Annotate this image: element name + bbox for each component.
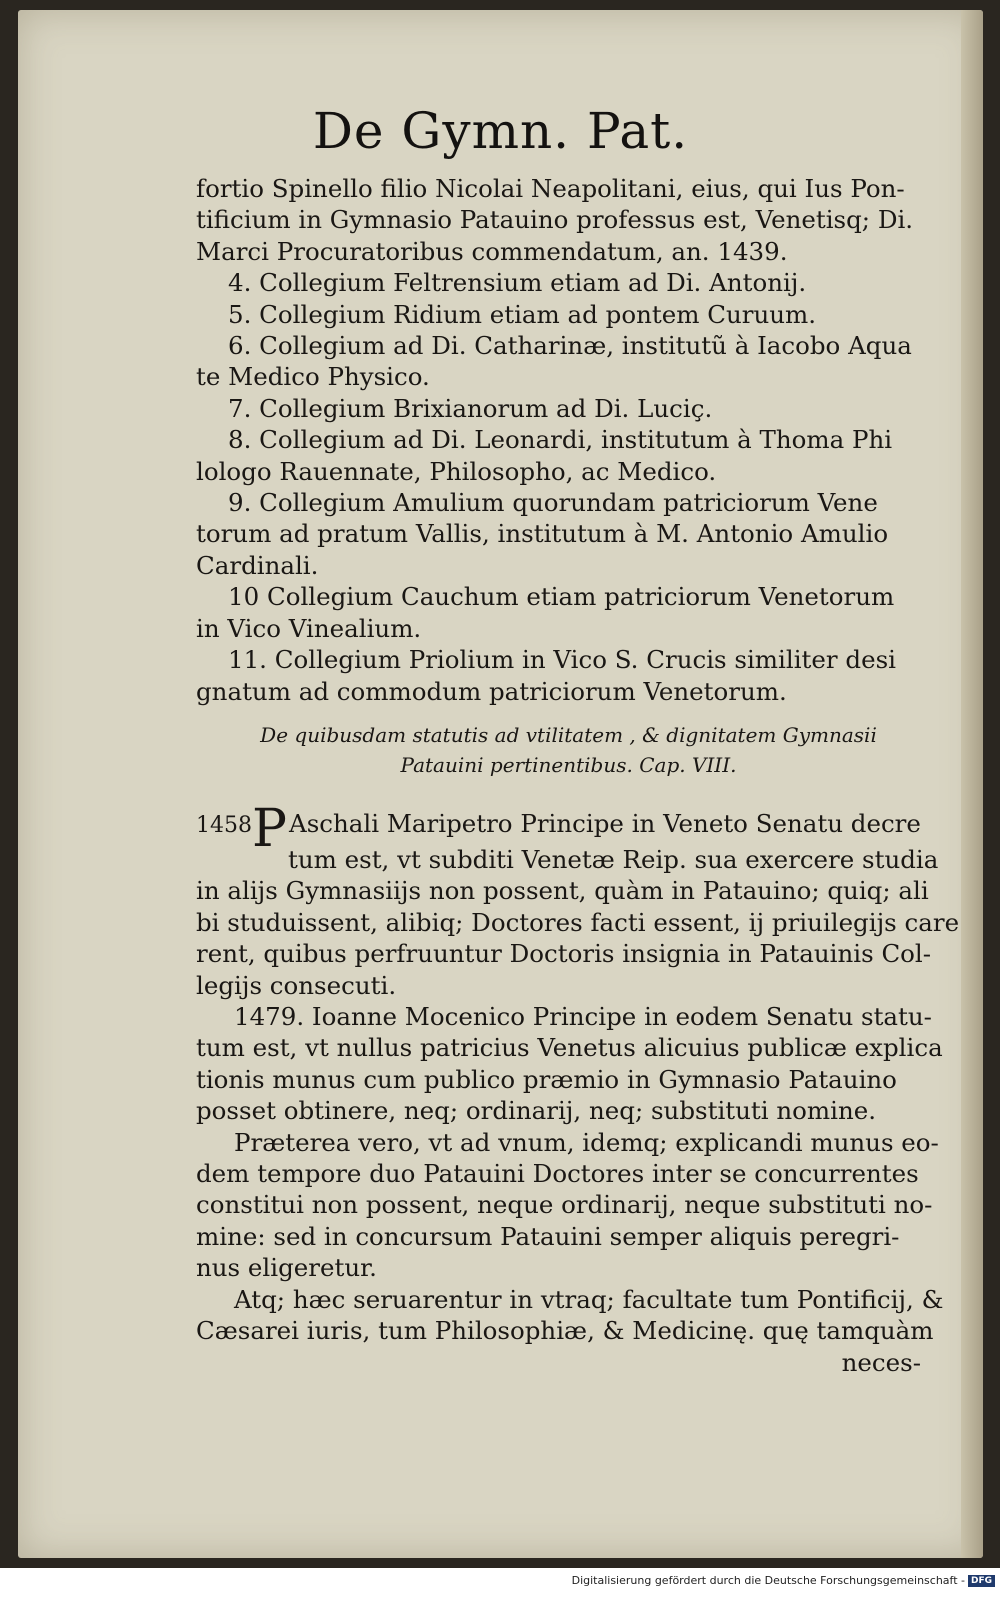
text-line: Præterea vero, vt ad vnum, idemq; explicandi munus eo- bbox=[234, 1127, 939, 1157]
text-line: tum est, vt nullus patricius Venetus alicuius publicæ explica bbox=[196, 1033, 943, 1063]
margin-year: 1458 bbox=[196, 813, 252, 838]
text-line: nus eligeretur. bbox=[196, 1253, 377, 1283]
chapter-heading-line: De quibusdam statutis ad vtilitatem , & dignitatem Gymnasii bbox=[260, 723, 877, 747]
text-block-colleges bbox=[196, 173, 941, 707]
text-line: Aschali Maripetro Principe in Veneto Senatu decre bbox=[289, 809, 921, 838]
text-line: 5. Collegium Ridium etiam ad pontem Curuum. bbox=[228, 299, 817, 329]
text-line: 4. Collegium Feltrensium etiam ad Di. Antonij. bbox=[228, 268, 807, 298]
text-line: tificium in Gymnasio Patauino professus est, Venetisq; Di. bbox=[196, 205, 914, 235]
text-line: lologo Rauennate, Philosopho, ac Medico. bbox=[196, 456, 717, 486]
footer-text: Digitalisierung gefördert durch die Deutsche Forschungsgemeinschaft - bbox=[571, 1574, 965, 1587]
text-line: Cæsarei iuris, tum Philosophiæ, & Medicinę. quę tamquàm bbox=[196, 1316, 934, 1346]
text-line: fortio Spinello filio Nicolai Neapolitani, eius, qui Ius Pon- bbox=[196, 174, 905, 203]
text-line: tum est, vt subditi Venetæ Reip. sua exercere studia bbox=[288, 845, 939, 874]
text-line: 9. Collegium Amulium quorundam patriciorum Vene bbox=[228, 488, 878, 518]
text-line: bi studuissent, alibiq; Doctores facti essent, ij priuilegijs care bbox=[196, 907, 960, 937]
text-line: legijs consecuti. bbox=[196, 970, 397, 1000]
digitization-footer bbox=[0, 1574, 995, 1594]
text-line: 11. Collegium Priolium in Vico S. Crucis similiter desi bbox=[228, 645, 896, 675]
text-line: 6. Collegium ad Di. Catharinæ, institutũ à Iacobo Aqua bbox=[228, 331, 912, 361]
text-line: 8. Collegium ad Di. Leonardi, institutum à Thoma Phi bbox=[228, 425, 893, 455]
chapter-heading-line: Patauini pertinentibus. Cap. VIII. bbox=[400, 753, 737, 777]
text-line: in Vico Vinealium. bbox=[196, 613, 422, 643]
text-line: posset obtinere, neq; ordinarij, neq; substituti nomine. bbox=[196, 1096, 877, 1126]
text-line: in alijs Gymnasiijs non possent, quàm in Patauino; quiq; ali bbox=[196, 876, 929, 906]
text-line: dem tempore duo Patauini Doctores inter se concurrentes bbox=[196, 1159, 919, 1189]
text-line: gnatum ad commodum patriciorum Venetorum. bbox=[196, 676, 787, 706]
text-line: Cardinali. bbox=[196, 550, 319, 580]
book-page bbox=[18, 10, 983, 1558]
text-line: 7. Collegium Brixianorum ad Di. Luciç. bbox=[228, 393, 713, 423]
text-line: torum ad pratum Vallis, institutum à M. Antonio Amulio bbox=[196, 519, 889, 549]
text-line: te Medico Physico. bbox=[196, 362, 430, 392]
text-line: rent, quibus perfruuntur Doctoris insignia in Patauinis Col- bbox=[196, 939, 932, 969]
running-header: De Gymn. Pat. bbox=[312, 102, 689, 160]
text-block-statutes bbox=[196, 799, 960, 1378]
text-line: 10 Collegium Cauchum etiam patriciorum Venetorum bbox=[228, 582, 895, 612]
text-line: tionis munus cum publico præmio in Gymnasio Patauino bbox=[196, 1064, 897, 1094]
text-line: 1479. Ioanne Mocenico Principe in eodem Senatu statu- bbox=[234, 1002, 932, 1032]
text-line: Atq; hæc seruarentur in vtraq; facultate tum Pontificij, & bbox=[234, 1284, 944, 1314]
text-line: mine: sed in concursum Patauini semper aliquis peregri- bbox=[196, 1221, 900, 1251]
first-paragraph-line bbox=[196, 799, 941, 859]
text-line: constitui non possent, neque ordinarij, neque substituti no- bbox=[196, 1190, 933, 1220]
text-line: Marci Procuratoribus commendatum, an. 1439. bbox=[196, 236, 788, 266]
drop-cap: P bbox=[252, 799, 287, 859]
page-edge bbox=[961, 10, 983, 1558]
catchword: neces- bbox=[841, 1347, 921, 1377]
dfg-logo: DFG bbox=[968, 1575, 995, 1587]
chapter-heading bbox=[196, 720, 941, 780]
